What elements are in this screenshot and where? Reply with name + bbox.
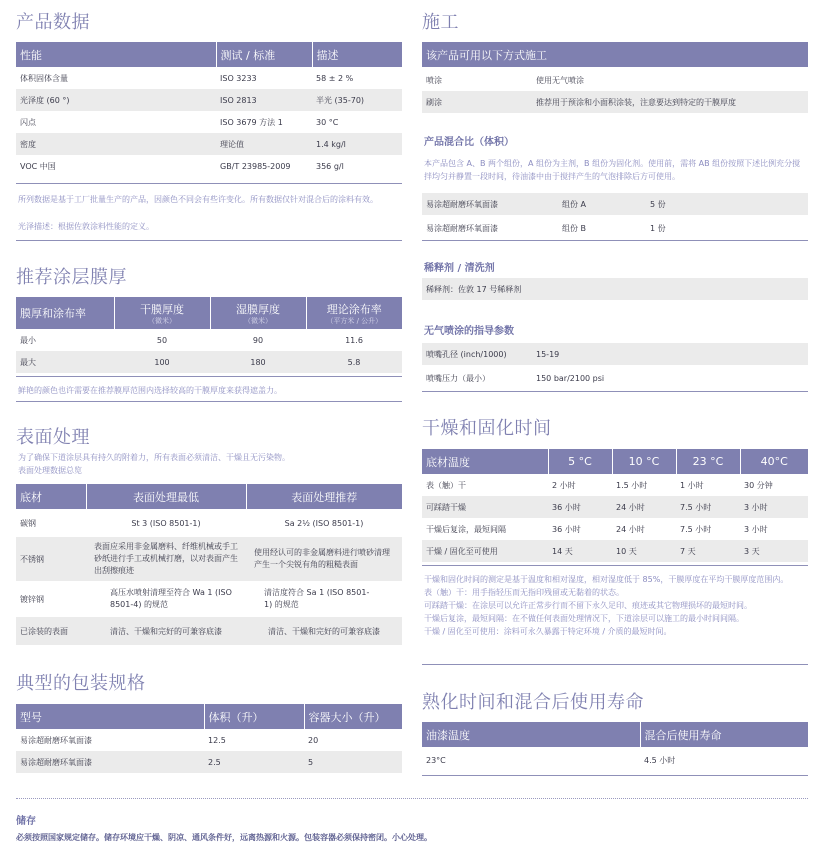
cell: 清洁度符合 Sa 1 (ISO 8501-1) 的规范: [264, 588, 370, 609]
cell: 1.4 kg/l: [312, 133, 402, 155]
cell: 36 小时: [552, 524, 581, 534]
cell: VOC 中国: [20, 161, 56, 171]
table-row: [422, 747, 808, 773]
cell: 使用经认可的非金属磨料进行喷砂清理产生一个尖锐有角的粗糙表面: [246, 537, 402, 581]
gloss-note: 光泽描述：根据佐敦涂料性能的定义。: [18, 222, 154, 231]
cell: 3 小时: [740, 496, 808, 518]
cell: 高压水喷射清理至符合 Wa 1 (ISO 8501-4) 的规范: [110, 588, 232, 609]
cell: 4.5 小时: [644, 755, 676, 765]
table-row: [422, 343, 808, 365]
cell: ISO 3679 方法 1: [220, 117, 283, 127]
film-thickness-table: [16, 297, 402, 373]
col-header: 容器大小（升）: [304, 704, 402, 729]
table-row: [16, 729, 402, 751]
col-header: 10 °C: [612, 449, 676, 474]
col-header: 体积（升）: [204, 704, 304, 729]
cell: 1 小时: [680, 480, 704, 490]
cell: 光泽度 (60 °): [16, 89, 216, 111]
pot-life-table: [422, 722, 808, 773]
cell: 30 分钟: [744, 480, 773, 490]
col-header: 5 °C: [548, 449, 612, 474]
cell: 15-19: [536, 349, 560, 359]
cell: 易涂超耐磨环氧面漆: [426, 199, 498, 209]
table-row: [422, 217, 808, 239]
table-row: [16, 509, 402, 537]
cell: St 3 (ISO 8501-1): [131, 518, 201, 528]
cell: GB/T 23985-2009: [220, 161, 291, 171]
table-row: [422, 91, 808, 113]
cell: 3 天: [740, 540, 808, 562]
storage-title: 储存: [16, 816, 36, 827]
col-header: 表面处理推荐: [246, 484, 402, 509]
cell: 2.5: [204, 751, 304, 773]
table-row: [422, 367, 808, 389]
application-title: 施工: [422, 12, 459, 33]
unit-label: （微米）: [148, 316, 176, 325]
divider: [422, 391, 808, 392]
pot-life-title: 熟化时间和混合后使用寿命: [422, 692, 644, 713]
cell: 表面应采用非金属磨料、纤维机械或手工砂纸进行手工或机械打磨，以对表面产生出刮擦痕迹: [86, 537, 246, 581]
cell: 1.5 小时: [616, 480, 648, 490]
thinner-title: 稀释剂 / 清洗剂: [424, 263, 495, 274]
divider: [422, 664, 808, 665]
col-header: 表面处理最低: [86, 484, 246, 509]
surface-prep-table: [16, 484, 402, 645]
cell: 体积固体含量: [20, 73, 68, 83]
cell: 5 份: [650, 199, 666, 209]
cell: 表（触）干: [426, 480, 466, 490]
table-header-row: [422, 722, 808, 747]
col-header: [114, 297, 210, 329]
table-row: [422, 69, 808, 91]
col-header: 描述: [312, 42, 402, 67]
mix-ratio-note: 本产品包含 A、B 两个组份，A 组份为主剂，B 组份为固化剂。使用前，需将 AB 组份按照下述比例充分搅拌均匀并静置一段时间，待油漆中由于搅拌产生的气泡排除后方可使用。: [424, 159, 801, 181]
cell: 组份 A: [562, 199, 587, 209]
cell: ISO 2813: [216, 89, 312, 111]
product-data-title: 产品数据: [16, 12, 90, 33]
airless-title: 无气喷涂的指导参数: [424, 326, 514, 337]
surface-prep-intro: 为了确保下道涂层具有持久的附着力，所有表面必须清洁、干燥且无污染物。: [18, 453, 290, 462]
col-header: 40°C: [740, 449, 808, 474]
col-header: 型号: [16, 704, 204, 729]
drying-title: 干燥和固化时间: [422, 418, 552, 439]
table-row: [16, 617, 402, 645]
table-header-row: [16, 297, 402, 329]
drying-note: 表（触）干：用手指轻压而无指印残留或无黏着的状态。: [424, 588, 624, 597]
table-header-row: [422, 449, 808, 474]
divider: [422, 565, 808, 566]
cell: 喷嘴孔径 (inch/1000): [426, 349, 507, 359]
cell: 100: [114, 351, 210, 373]
table-row: [16, 751, 402, 773]
cell: 7.5 小时: [680, 524, 712, 534]
table-header-row: [16, 42, 402, 67]
mix-ratio-table: [422, 193, 808, 239]
col-header: 油漆温度: [422, 722, 640, 747]
cell: 24 小时: [612, 496, 676, 518]
col-header: 底材温度: [422, 449, 548, 474]
cell: 30 °C: [316, 117, 339, 127]
cell: 12.5: [208, 735, 226, 745]
header-label: 理论涂布率: [326, 302, 382, 316]
cell: 5: [304, 751, 402, 773]
thinner-row: 稀释剂：佐敦 17 号稀释剂: [422, 278, 808, 300]
product-data-table: [16, 42, 402, 177]
cell: 喷涂: [426, 75, 442, 85]
drying-table: [422, 449, 808, 562]
cell: 密度: [16, 133, 216, 155]
col-header: 测试 / 标准: [216, 42, 312, 67]
cell: 90: [252, 335, 264, 345]
storage-text: 必须按照国家规定储存。储存环境应干燥、阴凉、通风条件好，远离热源和火源。包装容器必须保持密闭。小心处理。: [16, 833, 432, 842]
divider: [16, 240, 402, 241]
cell: 150 bar/2100 psi: [536, 373, 605, 383]
table-header-row: [16, 704, 402, 729]
cell: 推荐用于预涂和小面积涂装，注意要达到特定的干膜厚度: [536, 97, 736, 107]
table-row: [16, 581, 402, 617]
divider: [16, 183, 402, 184]
film-thickness-note: 鲜艳的颜色也许需要在推荐膜厚范围内选择较高的干膜厚度来获得遮盖力。: [18, 386, 282, 395]
table-row: [16, 351, 402, 373]
cell: 可踩踏干燥: [422, 496, 548, 518]
cell: 清洁、干燥和完好的可兼容底漆: [86, 617, 246, 645]
cell: 7 天: [676, 540, 740, 562]
cell: 易涂超耐磨环氧面漆: [426, 223, 498, 233]
cell: 7.5 小时: [676, 496, 740, 518]
cell: 镀锌钢: [20, 594, 44, 604]
cell: 最大: [16, 351, 114, 373]
mix-ratio-title: 产品混合比（体积）: [424, 137, 514, 148]
col-header: [210, 297, 306, 329]
cell: ISO 3233: [220, 73, 257, 83]
table-row: [16, 67, 402, 89]
cell: Sa 2½ (ISO 8501-1): [284, 518, 364, 528]
cell: 半光 (35-70): [312, 89, 402, 111]
cell: 24 小时: [616, 524, 645, 534]
table-row: [16, 111, 402, 133]
drying-note: 干燥 / 固化至可使用：涂料可永久暴露于特定环境 / 介质的最短时间。: [424, 627, 672, 636]
cell: 20: [308, 735, 319, 745]
cell: 喷嘴压力（最小）: [426, 373, 490, 383]
cell: 已涂装的表面: [16, 617, 86, 645]
product-data-note: 所列数据是基于工厂批量生产的产品，因颜色不同会有些许变化。所有数据仅针对混合后的涂料有效。: [18, 195, 378, 204]
airless-table: [422, 343, 808, 389]
table-row: [422, 474, 808, 496]
table-row: [16, 155, 402, 177]
col-header: 底材: [16, 484, 86, 509]
col-header: 膜厚和涂布率: [16, 297, 114, 329]
unit-label: （微米）: [244, 316, 272, 325]
drying-notes: [424, 573, 808, 638]
cell: 闪点: [20, 117, 36, 127]
drying-note: 干燥和固化时间的测定是基于温度和相对湿度，相对湿度低于 85%，干膜厚度在平均干膜厚度范围内。: [424, 575, 789, 584]
cell: 干燥后复涂，最短间隔: [426, 524, 506, 534]
col-header: 性能: [16, 42, 216, 67]
table-row: [16, 133, 402, 155]
col-header: [306, 297, 402, 329]
cell: 最小: [20, 335, 36, 345]
cell: 使用无气喷涂: [536, 75, 584, 85]
application-bar: 该产品可用以下方式施工: [422, 42, 808, 67]
drying-note: 干燥后复涂，最短间隔：在不做任何表面处理情况下，下道涂层可以施工的最小时间间隔。: [424, 614, 744, 623]
unit-label: （平方米 / 公升）: [326, 316, 383, 325]
cell: 58 ± 2 %: [316, 73, 354, 83]
film-thickness-title: 推荐涂层膜厚: [16, 267, 127, 288]
cell: 10 天: [612, 540, 676, 562]
cell: 理论值: [216, 133, 312, 155]
cell: 23°C: [426, 755, 446, 765]
cell: 36 小时: [548, 496, 612, 518]
table-row: [16, 89, 402, 111]
packaging-table: [16, 704, 402, 773]
divider: [422, 240, 808, 241]
divider: [422, 775, 808, 776]
cell: 不锈钢: [16, 537, 86, 581]
table-header-row: [16, 484, 402, 509]
packaging-title: 典型的包装规格: [16, 673, 146, 694]
table-row: [16, 329, 402, 351]
cell: 易涂超耐磨环氧面漆: [16, 751, 204, 773]
col-header: 混合后使用寿命: [640, 722, 808, 747]
storage-divider: [16, 798, 808, 799]
drying-note: 可踩踏干燥：在涂层可以允许正常步行而不留下永久足印、痕迹或其它物理损坏的最短时间。: [424, 601, 752, 610]
header-label: 干膜厚度: [140, 302, 184, 316]
application-table: [422, 69, 808, 113]
cell: 3 小时: [744, 524, 768, 534]
cell: 50: [156, 335, 168, 345]
cell: 356 g/l: [316, 161, 344, 171]
cell: 干燥 / 固化至可使用: [422, 540, 548, 562]
table-row: [16, 537, 402, 581]
table-row: [422, 518, 808, 540]
cell: 刷涂: [426, 97, 442, 107]
header-label: 湿膜厚度: [236, 302, 280, 316]
surface-prep-overview: 表面处理数据总览: [18, 466, 82, 475]
cell: 1 份: [650, 223, 666, 233]
cell: 2 小时: [552, 480, 576, 490]
divider: [16, 401, 402, 402]
table-row: [422, 193, 808, 215]
table-row: [422, 540, 808, 562]
cell: 碳钢: [20, 518, 36, 528]
table-row: [422, 496, 808, 518]
divider: [16, 376, 402, 377]
cell: 清洁、干燥和完好的可兼容底漆: [246, 617, 402, 645]
cell: 组份 B: [562, 223, 587, 233]
surface-prep-title: 表面处理: [16, 427, 90, 448]
col-header: 23 °C: [676, 449, 740, 474]
cell: 180: [210, 351, 306, 373]
cell: 5.8: [306, 351, 402, 373]
cell: 14 天: [548, 540, 612, 562]
cell: 易涂超耐磨环氧面漆: [20, 735, 92, 745]
cell: 11.6: [345, 335, 363, 345]
